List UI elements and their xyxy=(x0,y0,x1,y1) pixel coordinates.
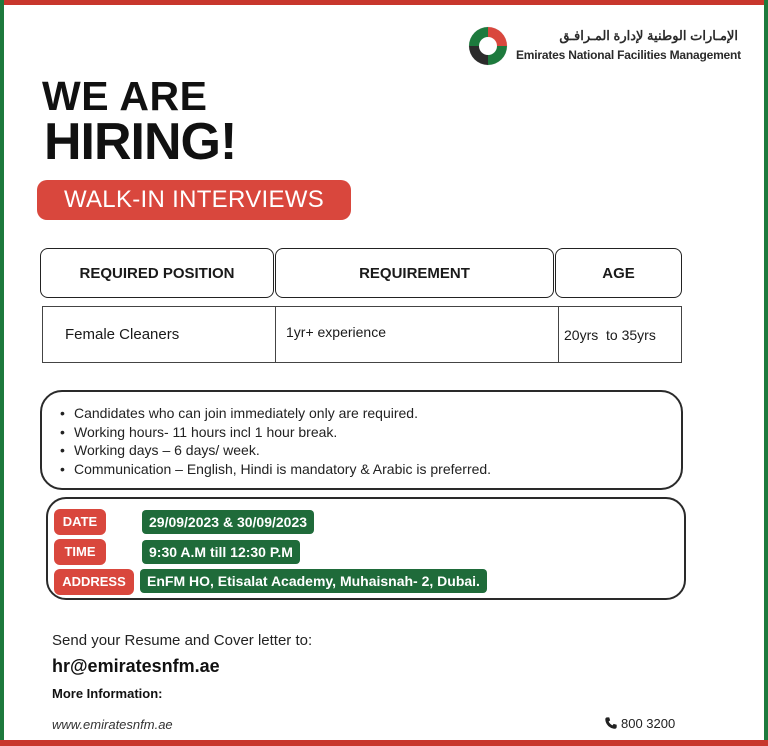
frame-bottom-bar xyxy=(0,740,768,746)
table-row xyxy=(42,306,682,363)
logo-english-name: Emirates National Facilities Management xyxy=(516,48,741,62)
cell-divider xyxy=(558,307,559,362)
phone-icon xyxy=(604,716,618,730)
list-item: • Working days – 6 days/ week. xyxy=(74,441,681,460)
contact-email[interactable]: hr@emiratesnfm.ae xyxy=(52,656,220,676)
walk-in-badge: WALK-IN INTERVIEWS xyxy=(37,180,351,220)
requirements-list xyxy=(74,404,681,478)
more-information-label: More Information: xyxy=(52,686,163,701)
interview-details-box xyxy=(46,497,686,600)
list-item: • Candidates who can join immediately only are required. xyxy=(74,404,681,423)
header-requirement: REQUIREMENT xyxy=(275,248,554,298)
headline-we-are: WE ARE xyxy=(42,73,208,119)
cell-divider xyxy=(275,307,276,362)
website-link[interactable]: www.emiratesnfm.ae xyxy=(52,717,173,732)
phone-number: 800 3200 xyxy=(621,716,676,731)
send-resume-text: Send your Resume and Cover letter to: xyxy=(52,632,313,649)
list-item: • Working hours- 11 hours incl 1 hour break. xyxy=(74,423,681,442)
date-value: 29/09/2023 & 30/09/2023 xyxy=(142,510,314,534)
contact-phone[interactable] xyxy=(604,716,675,731)
list-item: • Communication – English, Hindi is mandatory & Arabic is preferred. xyxy=(74,460,681,479)
date-label: DATE xyxy=(54,509,106,535)
address-label: ADDRESS xyxy=(54,569,134,595)
header-required-position: REQUIRED POSITION xyxy=(40,248,274,298)
requirements-box xyxy=(40,390,683,490)
cell-requirement: 1yr+ experience xyxy=(286,323,387,340)
company-logo xyxy=(468,24,748,68)
address-value: EnFM HO, Etisalat Academy, Muhaisnah- 2, Dubai. xyxy=(140,569,487,593)
header-age: AGE xyxy=(555,248,682,298)
time-value: 9:30 A.M till 12:30 P.M xyxy=(142,540,300,564)
logo-arabic-name: الإمـارات الوطنية لإدارة المـرافـق xyxy=(559,28,738,43)
time-label: TIME xyxy=(54,539,106,565)
enfm-logo-icon xyxy=(468,26,508,66)
cell-position: Female Cleaners xyxy=(65,326,180,343)
frame-right-bar xyxy=(764,0,768,746)
frame-left-bar xyxy=(0,0,4,746)
headline-hiring: HIRING! xyxy=(44,113,237,171)
frame-top-bar xyxy=(0,0,768,5)
cell-age: 20yrs to 35yrs xyxy=(564,326,656,343)
